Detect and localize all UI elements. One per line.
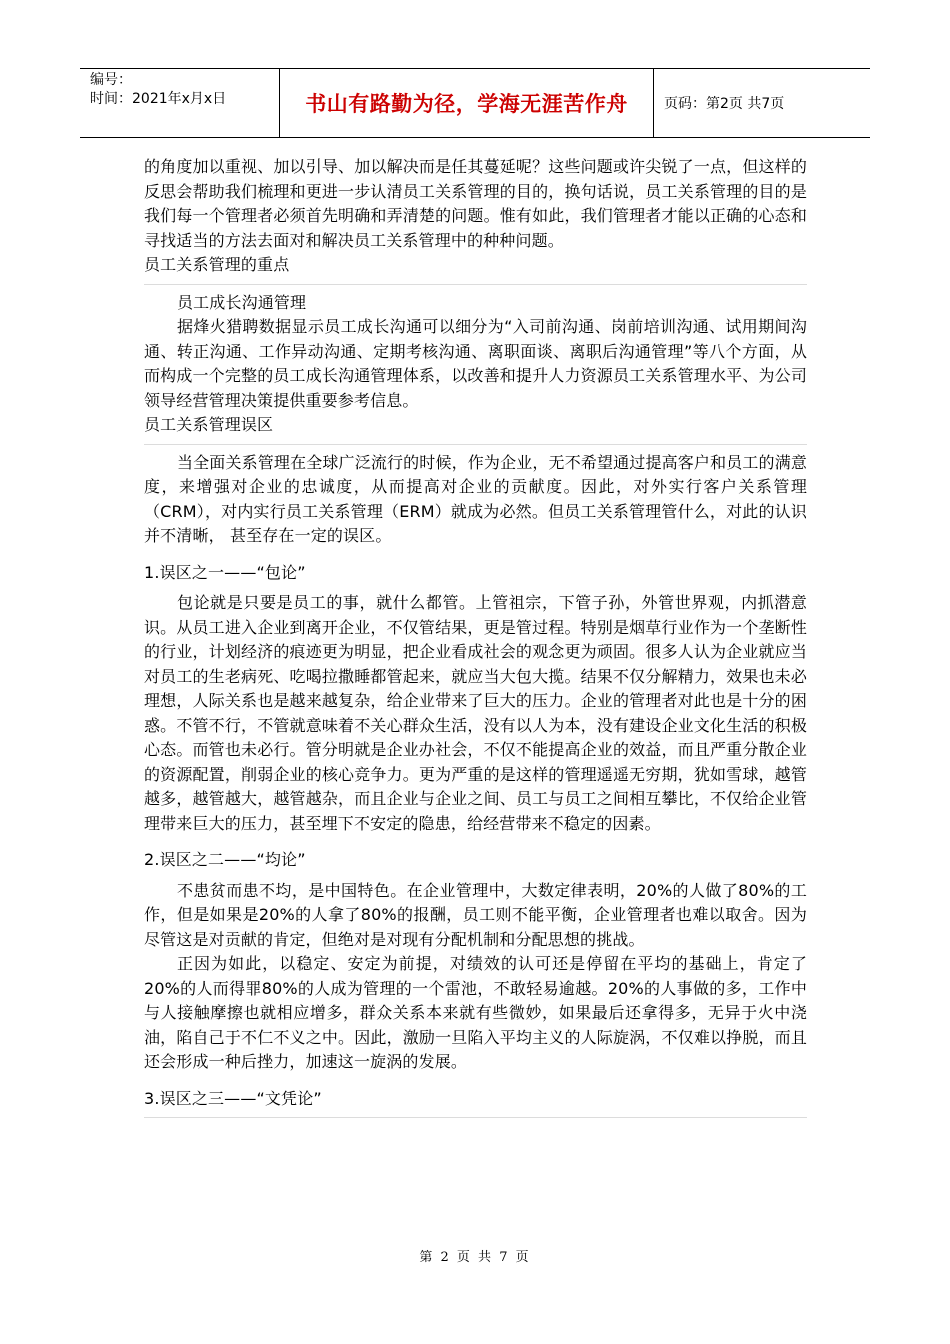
section-heading: 员工关系管理误区 [144, 415, 274, 434]
header-page-number: 页码：第2页 共7页 [664, 96, 785, 112]
header-meta [80, 69, 280, 137]
paragraph: 正因为如此，以稳定、安定为前提，对绩效的认可还是停留在平均的基础上，肯定了20%的人而得罪80%的人成为管理的一个雷池，不敢轻易逾越。20%的人事做的多，工作中与人接触摩擦也就相应增多，群众关系本来就有些微妙，如果最后还拿得多，无异于火中浇油，陷自己于不仁不义之中。因此，激励一旦陷入平均主义的人际旋涡，不仅难以挣脱，而且还会形成一种后挫力，加速这一旋涡的发展。 [144, 954, 807, 1071]
document-body [144, 155, 807, 1124]
page-footer: 第 2 页 共 7 页 [419, 1250, 531, 1265]
header-motto: 书山有路勤为径，学海无涯苦作舟 [280, 69, 654, 137]
divider [144, 1117, 807, 1118]
section-heading: 1.误区之一——“包论” [144, 562, 306, 582]
paragraph: 据烽火猎聘数据显示员工成长沟通可以细分为“入司前沟通、岗前培训沟通、试用期间沟通、转正沟通、工作异动沟通、定期考核沟通、离职面谈、离职后沟通管理”等八个方面，从而构成一个完整的员工成长沟通管理体系，以改善和提升人力资源员工关系管理水平、为公司领导经营管理决策提供重要参考信息。 [144, 317, 807, 410]
section-heading: 3.误区之三——“文凭论” [144, 1088, 322, 1108]
divider [144, 284, 807, 285]
document-number-label: 编号： [90, 72, 132, 88]
section-heading: 员工关系管理的重点 [144, 255, 290, 274]
section-heading: 2.误区之二——“均论” [144, 850, 306, 869]
subheading: 员工成长沟通管理 [177, 292, 307, 312]
page-header [80, 68, 870, 138]
document-time-label: 时间：2021年x月x日 [90, 91, 227, 107]
divider [144, 444, 807, 445]
paragraph: 包论就是只要是员工的事，就什么都管。上管祖宗，下管子孙，外管世界观，内抓潜意识。从员工进入企业到离开企业，不仅管结果，更是管过程。特别是烟草行业作为一个垄断性的行业，计划经济的痕迹更为明显，把企业看成社会的观念更为顽固。很多人认为企业就应当对员工的生老病死、吃喝拉撒睡都管起来，就应当大包大揽。结果不仅分解精力，效果也未必理想，人际关系也是越来越复杂，给企业带来了巨大的压力。企业的管理者对此也是十分的困惑。不管不行，不管就意味着不关心群众生活，没有以人为本，没有建设企业文化生活的积极心态。而管也未必行。管分明就是企业办社会，不仅不能提高企业的效益，而且严重分散企业的资源配置，削弱企业的核心竞争力。更为严重的是这样的管理遥遥无穷期，犹如雪球，越管越多，越管越大，越管越杂，而且企业与企业之间、员工与员工之间相互攀比，不仅给企业管理带来巨大的压力，甚至埋下不安定的隐患，给经营带来不稳定的因素。 [144, 593, 807, 833]
paragraph: 的角度加以重视、加以引导、加以解决而是任其蔓延呢？这些问题或许尖锐了一点，但这样的反思会帮助我们梳理和更进一步认清员工关系管理的目的，换句话说，员工关系管理的目的是我们每一个管理者必须首先明确和弄清楚的问题。惟有如此，我们管理者才能以正确的心态和寻找适当的方法去面对和解决员工关系管理中的种种问题。 [144, 157, 807, 250]
paragraph: 不患贫而患不均，是中国特色。在企业管理中，大数定律表明，20%的人做了80%的工作，但是如果是20%的人拿了80%的报酬，员工则不能平衡，企业管理者也难以取舍。因为尽管这是对贡献的肯定，但绝对是对现有分配机制和分配思想的挑战。 [144, 880, 807, 949]
paragraph: 当全面关系管理在全球广泛流行的时候，作为企业，无不希望通过提高客户和员工的满意度，来增强对企业的忠诚度，从而提高对企业的贡献度。因此，对外实行客户关系管理（CRM），对内实行员工关系管理（ERM）就成为必然。但员工关系管理管什么，对此的认识并不清晰， 甚至存在一定的误区。 [144, 452, 807, 545]
